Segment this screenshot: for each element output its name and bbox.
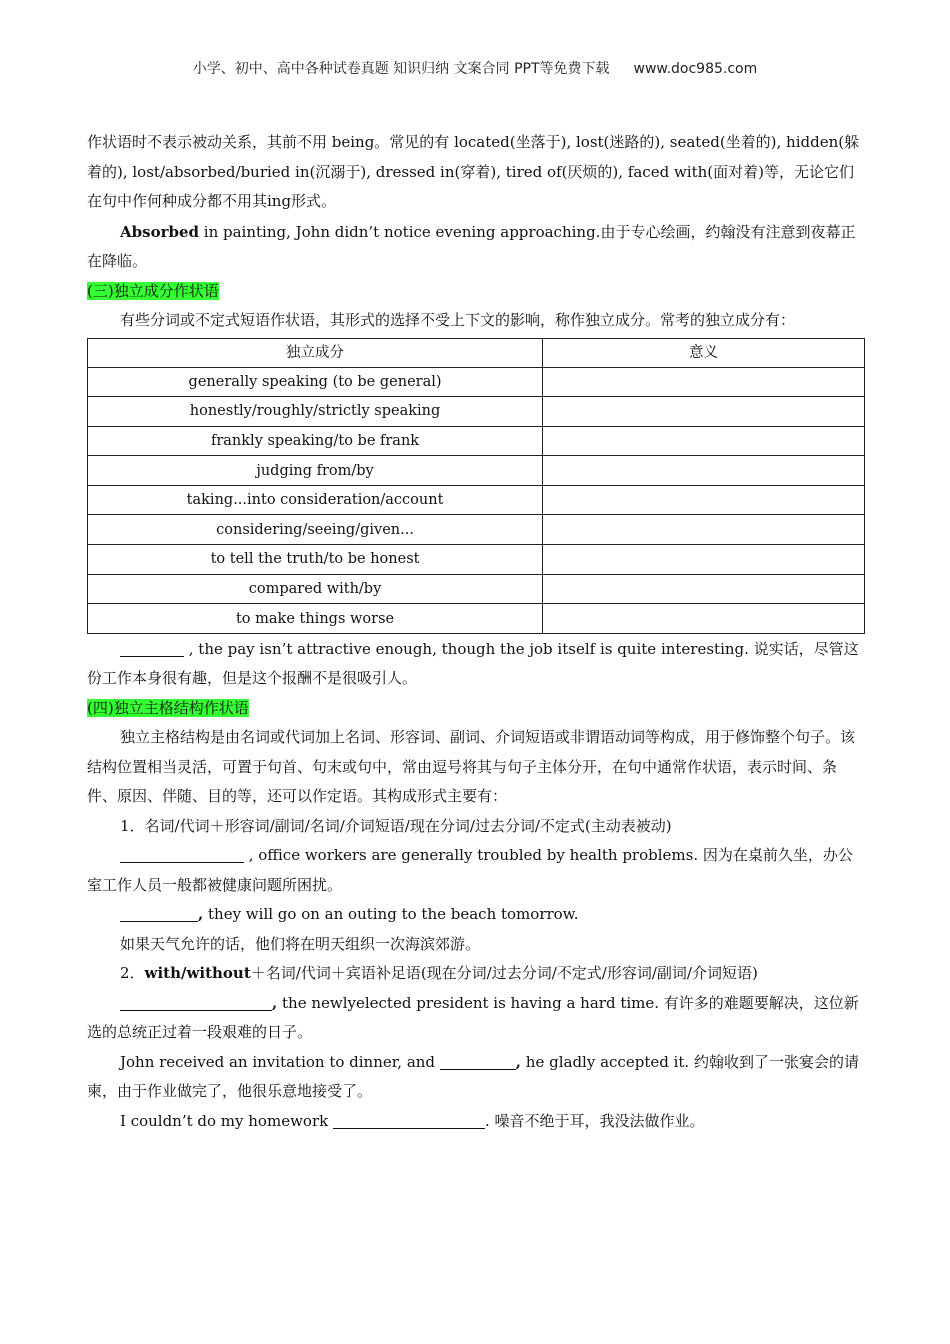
table-row: [88, 574, 865, 604]
table-row: [88, 545, 865, 575]
section3-example: [87, 635, 864, 694]
section4-example-3-text: the newlyelected president is having a hard time. 有许多的难题要解决，这位新选的总统正过着一段艰难的日子。: [87, 993, 859, 1042]
section4-example-4-start: John received an invitation to dinner, and: [120, 1052, 440, 1071]
section4-example-2-text: they will go on an outing to the beach tomorrow.: [203, 905, 579, 924]
section4-item-2: [87, 959, 864, 989]
table-row: [88, 515, 865, 545]
table-row: [88, 397, 865, 427]
table-cell: taking...into consideration/account: [88, 485, 543, 515]
answer-blank[interactable]: [120, 844, 244, 863]
table-cell: judging from/by: [88, 456, 543, 486]
section3-heading-line: [87, 277, 864, 307]
table-cell-empty: [543, 397, 865, 427]
blank-comma: ,: [272, 993, 278, 1012]
section4-example-3: [87, 989, 864, 1048]
page-header: [0, 58, 950, 78]
example-sentence: in painting, John didn’t notice evening approaching.由于专心绘画，约翰没有注意到夜幕正在降临。: [87, 222, 856, 270]
section3-example-text: , the pay isn’t attractive enough, though the job itself is quite interesting. 说实话，尽管这份工作本身很有趣，但是这个报酬不是很吸引人。: [87, 639, 859, 688]
table-row: [88, 456, 865, 486]
section4-example-2: [87, 900, 864, 930]
table-row: [88, 426, 865, 456]
intro-example: [87, 218, 864, 277]
section4-example-4: [87, 1048, 864, 1107]
table-cell: honestly/roughly/strictly speaking: [88, 397, 543, 427]
intro-paragraph: 作状语时不表示被动关系，其前不用 being。常见的有 located(坐落于), lost(迷路的), seated(坐着的), hidden(躲着的), lost/absorbed/buried in(沉溺于), dressed in(穿着), tired of(厌烦的), faced with(面对着)等，无论它们在句中作何种成分都不用其ing形式。: [87, 133, 860, 210]
document-body: [87, 128, 864, 1136]
example-bold-word: Absorbed: [120, 222, 199, 241]
blank-comma: ,: [198, 905, 204, 924]
section4-example-5: [87, 1107, 864, 1137]
table-cell: frankly speaking/to be frank: [88, 426, 543, 456]
table-cell-empty: [543, 426, 865, 456]
table-row: [88, 604, 865, 634]
table-header-cell: 独立成分: [88, 338, 543, 367]
table-cell-empty: [543, 515, 865, 545]
section4-example-1: [87, 841, 864, 900]
item-2-number: 2．: [120, 964, 145, 983]
section4-example-5-start: I couldn’t do my homework: [120, 1111, 333, 1130]
table-cell: compared with/by: [88, 574, 543, 604]
answer-blank[interactable]: [120, 638, 184, 657]
table-cell-empty: [543, 604, 865, 634]
answer-blank[interactable]: [120, 992, 272, 1011]
section4-example-1-text: , office workers are generally troubled by health problems. 因为在桌前久坐，办公室工作人员一般都被健康问题所困扰。: [87, 846, 853, 894]
section4-item-1: 1．名词/代词＋形容词/副词/名词/介词短语/现在分词/过去分词/不定式(主动表被动): [120, 816, 672, 835]
table-row: [88, 367, 865, 397]
table-header-row: [88, 338, 865, 367]
table-cell: to tell the truth/to be honest: [88, 545, 543, 575]
answer-blank[interactable]: [440, 1051, 516, 1070]
section4-example-4-end: he gladly accepted it. 约翰收到了一张宴会的请柬，由于作业做完了，他很乐意地接受了。: [87, 1052, 859, 1101]
table-cell-empty: [543, 456, 865, 486]
table-cell-empty: [543, 545, 865, 575]
table-cell-empty: [543, 485, 865, 515]
table-row: [88, 485, 865, 515]
item-2-bold: with/without: [144, 964, 251, 983]
table-cell: considering/seeing/given...: [88, 515, 543, 545]
answer-blank[interactable]: [333, 1110, 485, 1129]
header-text: 小学、初中、高中各种试卷真题 知识归纳 文案合同 PPT等免费下载: [192, 61, 610, 77]
table-cell: to make things worse: [88, 604, 543, 634]
section3-heading: (三)独立成分作状语: [87, 281, 219, 300]
table-cell: generally speaking (to be general): [88, 367, 543, 397]
section3-description: 有些分词或不定式短语作状语，其形式的选择不受上下文的影响，称作独立成分。常考的独立成分有：: [120, 311, 796, 329]
section4-heading-line: [87, 694, 864, 724]
answer-blank[interactable]: [120, 903, 198, 922]
table-cell-empty: [543, 574, 865, 604]
section4-example-2-translation: 如果天气允许的话，他们将在明天组织一次海滨郊游。: [120, 934, 481, 953]
section4-example-5-end: . 噪音不绝于耳，我没法做作业。: [484, 1111, 705, 1130]
section4-description: 独立主格结构是由名词或代词加上名词、形容词、副词、介词短语或非谓语动词等构成，用于修饰整个句子。该结构位置相当灵活，可置于句首、句末或句中，常由逗号将其与句子主体分开，在句中通常作状语，表示时间、条件、原因、伴随、目的等，还可以作定语。其构成形式主要有：: [87, 728, 856, 806]
table-header-cell: 意义: [543, 338, 865, 367]
section4-heading: (四)独立主格结构作状语: [87, 698, 249, 717]
header-site: www.doc985.com: [633, 61, 758, 77]
blank-comma: ,: [515, 1052, 522, 1071]
independent-element-table: [87, 338, 865, 634]
table-cell-empty: [543, 367, 865, 397]
item-2-text: ＋名词/代词＋宾语补足语(现在分词/过去分词/不定式/形容词/副词/介词短语): [250, 964, 758, 983]
